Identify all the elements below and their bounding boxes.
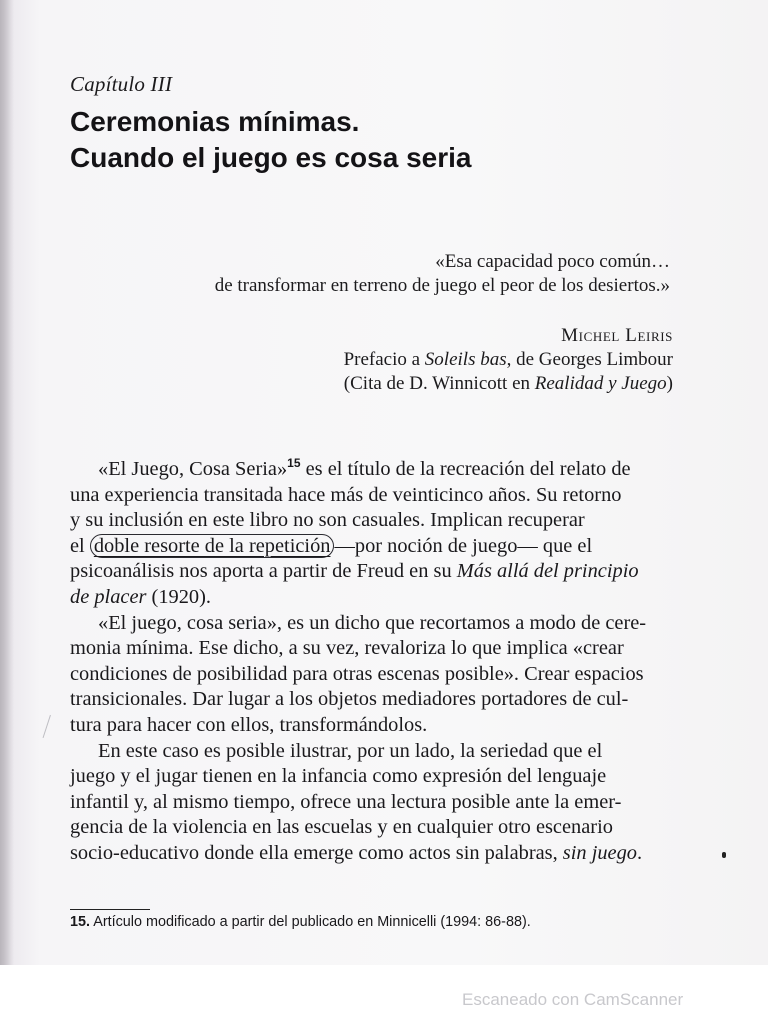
attribution-source-suffix: , de Georges Limbour xyxy=(506,349,673,370)
body-line xyxy=(70,457,675,483)
italic-work-title: de placer xyxy=(70,585,147,608)
footnote-text: Artículo modificado a partir del publicado en Minnicelli (1994: 86-88). xyxy=(90,914,531,930)
binding-gutter-shadow xyxy=(0,0,14,965)
attribution-source-work: Soleils bas xyxy=(424,349,507,370)
text-fragment: (1920). xyxy=(146,585,211,608)
footnote-number: 15. xyxy=(70,914,91,930)
epigraph-line-2: de transformar en terreno de juego el peor de los desiertos.» xyxy=(214,275,670,296)
footnote xyxy=(70,914,531,930)
attribution-source xyxy=(344,348,673,372)
body-line: tura para hacer con ellos, transformándolos. xyxy=(70,713,428,736)
attribution-citation xyxy=(344,372,673,396)
body-line: condiciones de posibilidad para otras escenas posible». Crear espacios xyxy=(70,662,644,685)
attribution-source-prefix: Prefacio a xyxy=(343,349,425,370)
body-line: gencia de la violencia en las escuelas y en cualquier otro escenario xyxy=(70,816,613,839)
attribution-citation-prefix: (Cita de D. Winnicott en xyxy=(343,373,535,394)
body-line: En este caso es posible ilustrar, por un lado, la seriedad que el xyxy=(98,739,603,762)
italic-work-title: Más allá del principio xyxy=(456,560,639,583)
attribution-citation-work: Realidad y Juego xyxy=(534,373,667,394)
chapter-title-line-2: Cuando el juego es cosa seria xyxy=(70,142,472,173)
body-line: transicionales. Dar lugar a los objetos mediadores portadores de cul- xyxy=(70,688,629,711)
chapter-label: Capítulo III xyxy=(70,72,173,96)
epigraph-line-1: «Esa capacidad poco común… xyxy=(435,251,670,272)
body-line xyxy=(70,559,675,585)
body-line: monia mínima. Ese dicho, a su vez, revaloriza lo que implica «crear xyxy=(70,637,624,660)
text-fragment: . xyxy=(637,841,643,864)
pencil-margin-mark xyxy=(43,715,61,741)
chapter-title-line-1: Ceremonias mínimas. xyxy=(70,106,360,137)
body-line xyxy=(70,534,675,560)
body-line xyxy=(70,585,675,611)
body-line: una experiencia transitada hace más de veinticinco años. Su retorno xyxy=(70,483,622,506)
text-fragment: socio-educativo donde ella emerge como actos sin palabras, xyxy=(70,841,563,864)
scanner-watermark: Escaneado con CamScanner xyxy=(462,990,684,1009)
footnote-divider xyxy=(70,909,150,910)
text-fragment: psicoanálisis nos aporta a partir de Freud en su xyxy=(70,560,457,583)
attribution-author: Michel Leiris xyxy=(561,325,673,346)
text-fragment: —por noción de juego— que el xyxy=(334,534,593,557)
body-line: y su inclusión en este libro no son casuales. Implican recuperar xyxy=(70,509,585,532)
body-line: infantil y, al mismo tiempo, ofrece una lectura posible ante la emer- xyxy=(70,790,622,813)
body-text xyxy=(70,457,675,867)
body-line xyxy=(70,841,675,867)
footnote-reference[interactable]: 15 xyxy=(287,456,301,470)
underlined-phrase: doble resorte de la repetición xyxy=(93,534,331,557)
scan-speck xyxy=(722,852,726,858)
text-fragment: es el título de la recreación del relato de xyxy=(300,458,631,480)
chapter-title xyxy=(70,104,471,176)
handwritten-circled-phrase xyxy=(90,534,335,558)
text-fragment: el xyxy=(70,534,90,557)
attribution-citation-suffix: ) xyxy=(666,373,673,394)
italic-phrase: sin juego xyxy=(562,841,637,864)
epigraph xyxy=(215,250,670,298)
body-line: juego y el jugar tienen en la infancia como expresión del lenguaje xyxy=(70,765,607,788)
text-fragment: «El Juego, Cosa Seria» xyxy=(98,458,288,480)
epigraph-attribution xyxy=(344,324,673,396)
body-line: «El juego, cosa seria», es un dicho que recortamos a modo de cere- xyxy=(98,611,647,634)
